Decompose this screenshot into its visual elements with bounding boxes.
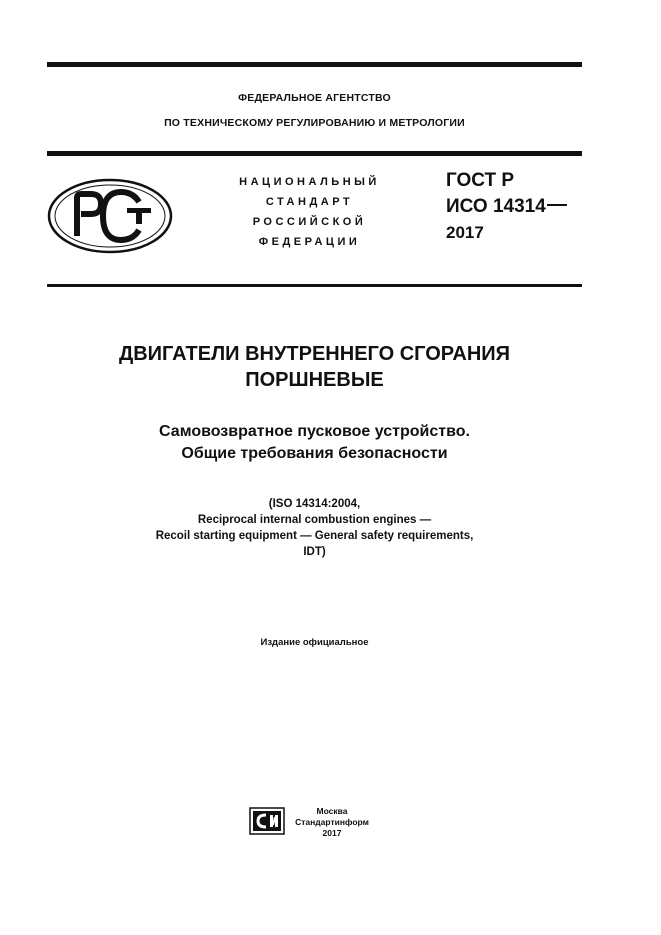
standard-type-line-1: НАЦИОНАЛЬНЫЙ bbox=[239, 176, 380, 188]
iso-line-1: (ISO 14314:2004, bbox=[268, 498, 361, 510]
standard-designation bbox=[446, 168, 567, 246]
designation-dash bbox=[547, 204, 567, 206]
standard-type-line-4: ФЕДЕРАЦИИ bbox=[258, 236, 361, 248]
title-line-1: ДВИГАТЕЛИ ВНУТРЕННЕГО СГОРАНИЯ bbox=[118, 343, 511, 365]
iso-reference bbox=[47, 496, 582, 560]
agency-line-1: ФЕДЕРАЛЬНОЕ АГЕНТСТВО bbox=[238, 92, 391, 104]
subtitle-line-2: Общие требования безопасности bbox=[181, 445, 448, 462]
designation-line-1: ГОСТ Р bbox=[446, 170, 515, 191]
gost-r-logo-icon bbox=[47, 178, 173, 254]
standartinform-logo-icon bbox=[249, 807, 285, 835]
publisher-city: Москва bbox=[316, 806, 348, 816]
edition-label: Издание официальное bbox=[260, 637, 369, 648]
publisher-info bbox=[294, 806, 370, 839]
document-subtitle bbox=[47, 421, 582, 465]
standard-type bbox=[222, 172, 397, 252]
iso-line-2: Reciprocal internal combustion engines — bbox=[197, 514, 432, 526]
title-line-2: ПОРШНЕВЫЕ bbox=[245, 369, 384, 391]
iso-line-3: Recoil starting equipment — General safety requirements, bbox=[155, 530, 474, 542]
document-title bbox=[47, 341, 582, 393]
standard-type-line-2: СТАНДАРТ bbox=[265, 196, 354, 208]
bottom-rule bbox=[47, 284, 582, 287]
publisher-name: Стандартинформ bbox=[295, 817, 369, 827]
middle-rule bbox=[47, 151, 582, 156]
designation-year: 2017 bbox=[446, 223, 484, 242]
iso-line-4: IDT) bbox=[303, 546, 326, 558]
publisher-year: 2017 bbox=[322, 828, 342, 838]
agency-line-2: ПО ТЕХНИЧЕСКОМУ РЕГУЛИРОВАНИЮ И МЕТРОЛОГИИ bbox=[164, 117, 465, 129]
standard-type-line-3: РОССИЙСКОЙ bbox=[252, 216, 367, 228]
top-rule bbox=[47, 62, 582, 67]
designation-line-2: ИСО 14314 bbox=[446, 196, 546, 217]
subtitle-line-1: Самовозвратное пусковое устройство. bbox=[159, 423, 470, 440]
